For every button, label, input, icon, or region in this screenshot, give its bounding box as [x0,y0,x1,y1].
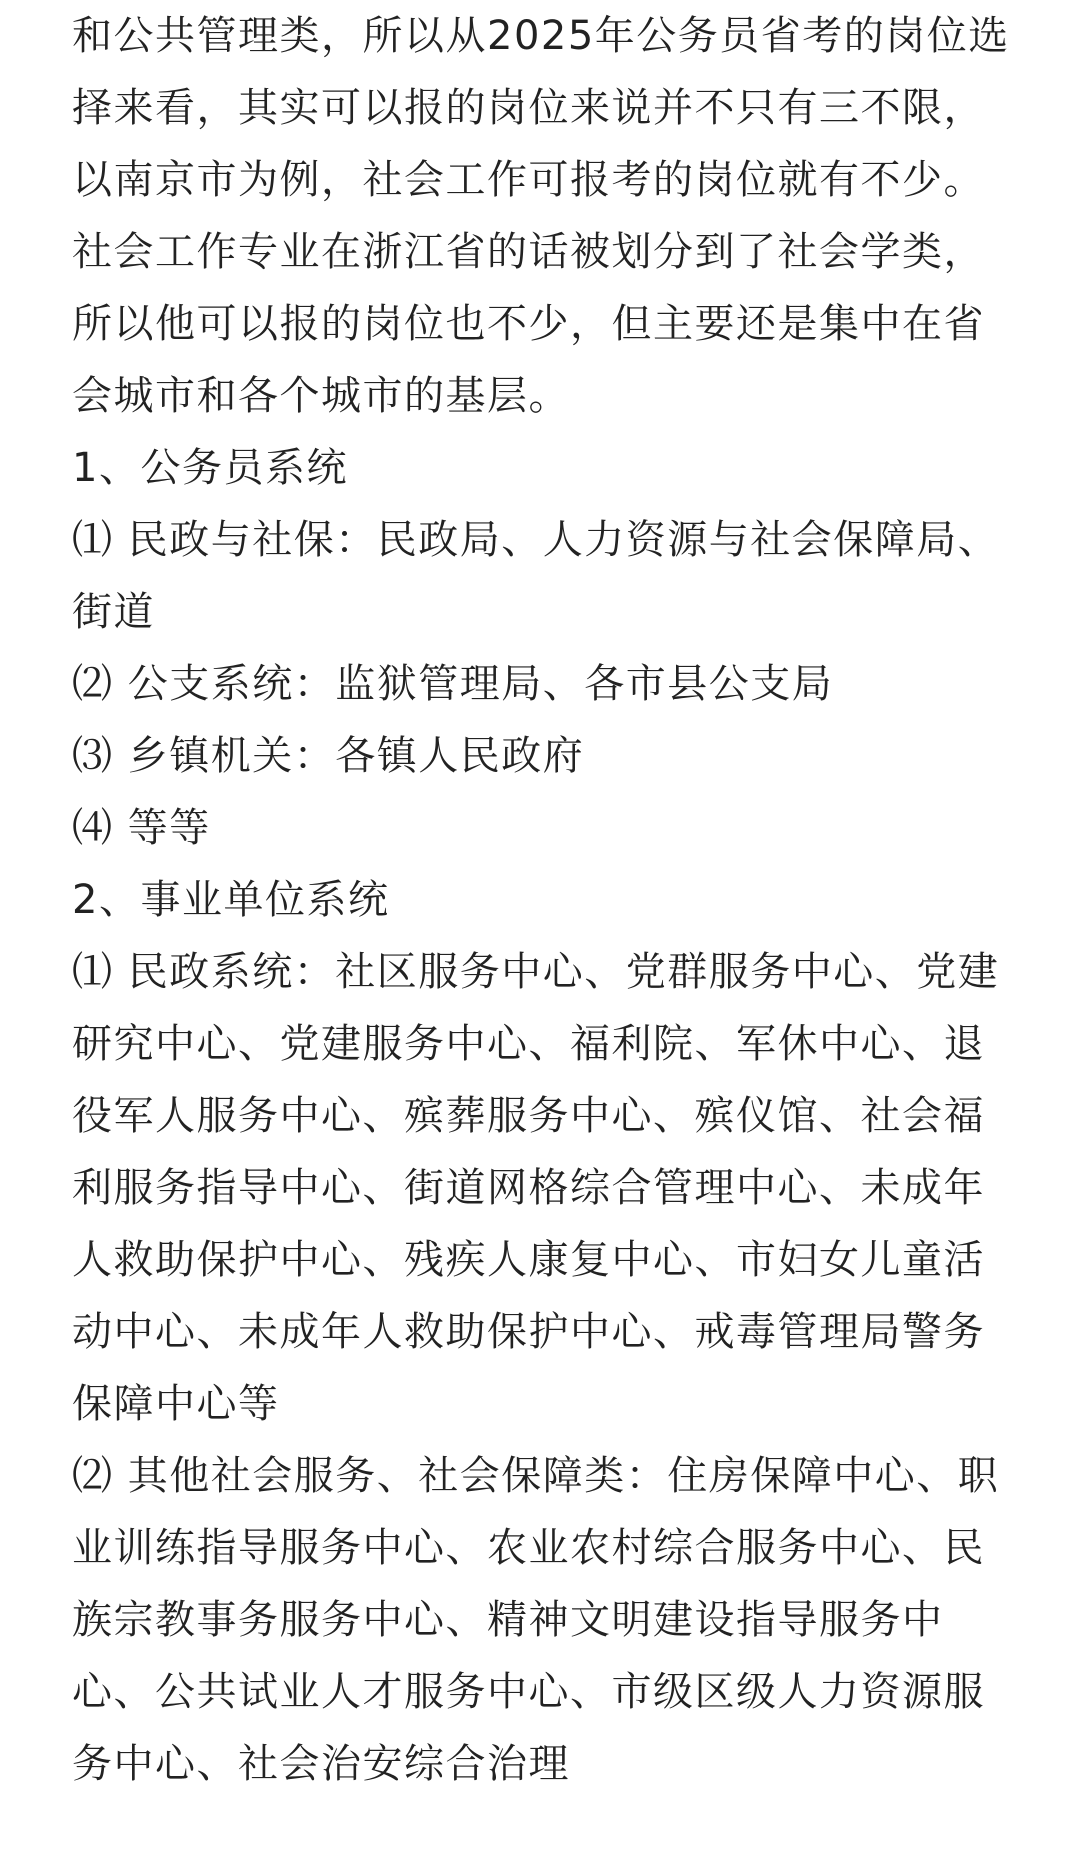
list-item-other-social-services: ⑵ 其他社会服务、社会保障类：住房保障中心、职业训练指导服务中心、农业农村综合服务中心、民族宗教事务服务中心、精神文明建设指导服务中心、公共试业人才服务中心、市级区级人力资源服务中心、社会治安综合治理 [72,1453,1000,1787]
section-heading-civil-service: 1、公务员系统 [72,445,348,491]
list-item-civil-affairs-social-security: ⑴ 民政与社保：民政局、人力资源与社会保障局、街道 [72,517,1000,635]
list-item-civil-affairs-system: ⑴ 民政系统：社区服务中心、党群服务中心、党建研究中心、党建服务中心、福利院、军休中心、退役军人服务中心、殡葬服务中心、殡仪馆、社会福利服务指导中心、街道网格综合管理中心、未成年人救助保护中心、残疾人康复中心、市妇女儿童活动中心、未成年人救助保护中心、戒毒管理局警务保障中心等 [72,949,1000,1427]
list-item-public-security-system: ⑵ 公支系统：监狱管理局、各市县公支局 [72,661,834,707]
article-body [72,0,1012,1800]
list-item-etc: ⑷ 等等 [72,805,211,851]
article-paragraph-intro: 和公共管理类，所以从2025年公务员省考的岗位选择来看，其实可以报的岗位来说并不只有三不限，以南京市为例，社会工作可报考的岗位就有不少。社会工作专业在浙江省的话被划分到了社会学类，所以他可以报的岗位也不少，但主要还是集中在省会城市和各个城市的基层。 [72,13,1010,419]
section-heading-public-institutions: 2、事业单位系统 [72,877,390,923]
list-item-township-agencies: ⑶ 乡镇机关：各镇人民政府 [72,733,585,779]
